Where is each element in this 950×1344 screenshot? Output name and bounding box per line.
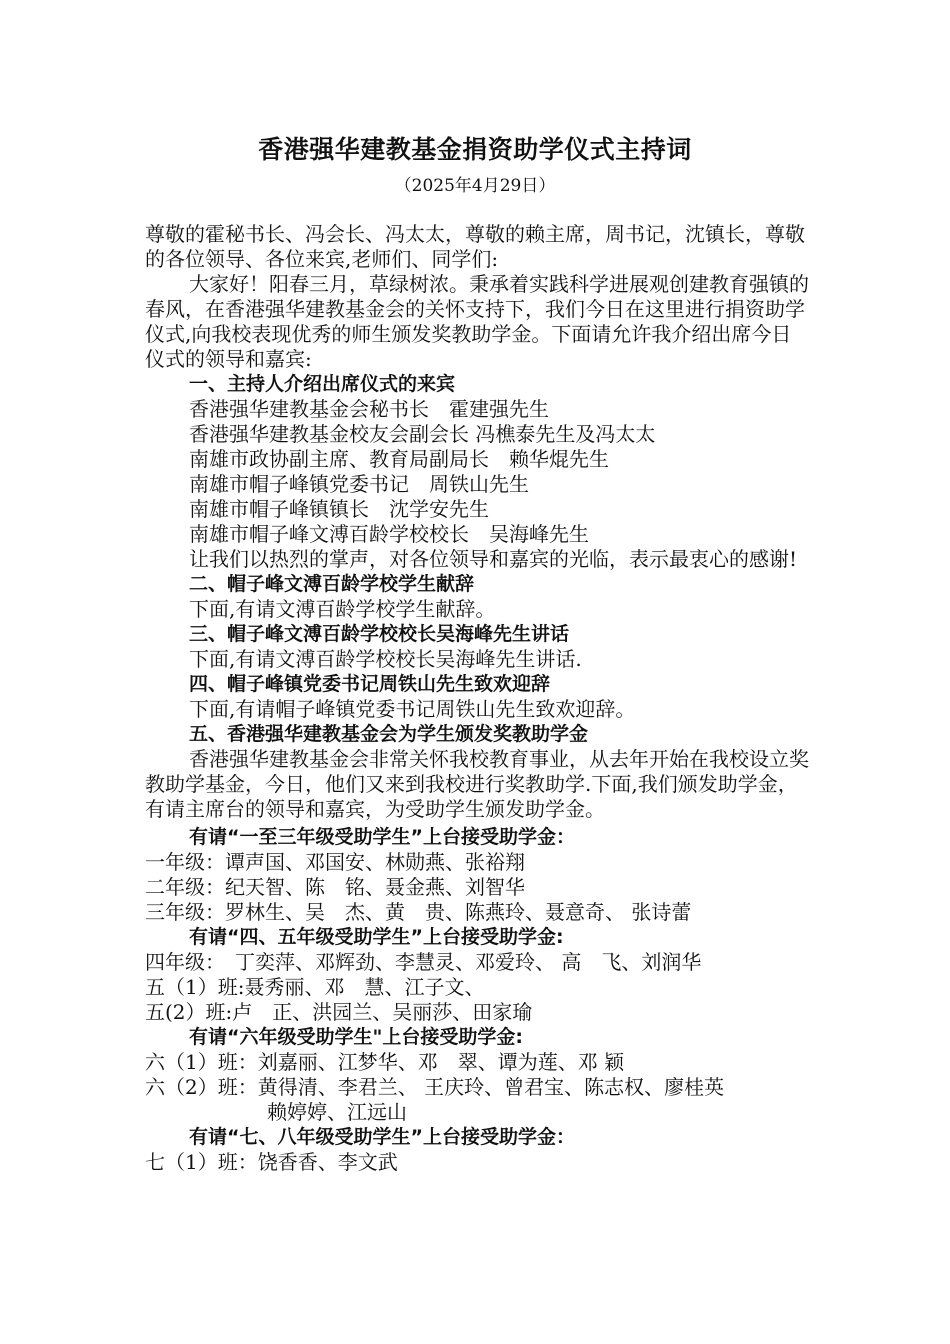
guest-item: 南雄市帽子峰文溥百龄学校校长 吴海峰先生 xyxy=(189,522,589,546)
grade-5-class-2-list: 五(2）班:卢 正、洪园兰、吴丽莎、田家瑜 xyxy=(145,1000,533,1024)
guest-item: 南雄市帽子峰镇镇长 沈学安先生 xyxy=(189,497,489,521)
applause-paragraph: 让我们以热烈的掌声，对各位领导和嘉宾的光临，表示最衷心的感谢! xyxy=(189,547,798,571)
section-4-text: 下面,有请帽子峰镇党委书记周铁山先生致欢迎辞。 xyxy=(189,697,636,721)
section-2-text: 下面,有请文溥百龄学校学生献辞。 xyxy=(189,597,496,621)
section-5-text: 香港强华建教基金会非常关怀我校教育事业，从去年开始在我校设立奖教助学基金，今日，他们又来到我校进行奖教助学.下面,我们颁发助学金，有请主席台的领导和嘉宾，为受助学生颁发助学金。 xyxy=(145,747,809,821)
class-label: 六（2）班： xyxy=(145,1075,258,1099)
call-grades-4-5: 有请“四、五年级受助学生”上台接受助学金: xyxy=(189,926,564,948)
grade-6-class-1-row xyxy=(145,1050,810,1075)
grade-1-list: 一年级：谭声国、邓国安、林勋燕、张裕翔 xyxy=(145,850,525,874)
grade-4-list: 四年级： 丁奕萍、邓辉劲、李慧灵、邓爱玲、 高 飞、刘润华 xyxy=(145,950,702,974)
call-grades-1-3: 有请“一至三年级受助学生”上台接受助学金： xyxy=(189,826,575,848)
section-3-heading: 三、帽子峰文溥百龄学校校长吴海峰先生讲话 xyxy=(189,623,570,645)
section-2-heading: 二、帽子峰文溥百龄学校学生献辞 xyxy=(189,573,475,595)
grade-5-class-1-list: 五（1）班:聂秀丽、邓 慧、江子文、 xyxy=(145,975,485,999)
grade-2-list: 二年级：纪天智、陈 铭、聂金燕、刘智华 xyxy=(145,875,525,899)
guest-item: 香港强华建教基金校友会副会长 冯樵泰先生及冯太太 xyxy=(189,422,656,446)
class-names: 黄得清、李君兰、 王庆玲、曾君宝、陈志权、廖桂英 xyxy=(257,1075,725,1099)
intro-paragraph: 大家好！阳春三月，草绿树浓。秉承着实践科学进展观创建教育强镇的春风，在香港强华建教基金会的关怀支持下，我们今日在这里进行捐资助学仪式,向我校表现优秀的师生颁发奖教助学金。下面请允许我介绍出席今日仪式的领导和嘉宾: xyxy=(145,272,809,371)
grade-6-class-2-continuation: 赖婷婷、江远山 xyxy=(267,1100,407,1124)
greeting: 尊敬的霍秘书长、冯会长、冯太太，尊敬的赖主席，周书记，沈镇长，尊敬的各位领导、各位来宾,老师们、同学们: xyxy=(145,222,805,271)
guest-list xyxy=(145,397,810,547)
call-grades-7-8: 有请“七、八年级受助学生”上台接受助学金： xyxy=(189,1126,575,1148)
document-date: （2025年4月29日） xyxy=(394,176,556,196)
guest-item: 南雄市帽子峰镇党委书记 周铁山先生 xyxy=(189,472,529,496)
grade-3-list: 三年级：罗林生、吴 杰、黄 贵、陈燕玲、聂意奇、 张诗蕾 xyxy=(145,900,692,924)
call-grade-6: 有请“六年级受助学生"上台接受助学金: xyxy=(189,1026,523,1048)
class-label: 六（1）班： xyxy=(145,1050,258,1074)
guest-item: 香港强华建教基金会秘书长 霍建强先生 xyxy=(189,397,549,421)
section-1-heading: 一、主持人介绍出席仪式的来宾 xyxy=(189,373,456,395)
section-4-heading: 四、帽子峰镇党委书记周铁山先生致欢迎辞 xyxy=(189,673,551,695)
guest-item: 南雄市政协副主席、教育局副局长 赖华焜先生 xyxy=(189,447,609,471)
document-title: 香港强华建教基金捐资助学仪式主持词 xyxy=(258,135,692,164)
grade-7-class-1-list: 七（1）班：饶香香、李文武 xyxy=(145,1150,398,1174)
section-5-heading: 五、香港强华建教基金会为学生颁发奖教助学金 xyxy=(189,723,589,745)
document-body xyxy=(145,222,810,1175)
section-3-text: 下面,有请文溥百龄学校校长吴海峰先生讲话. xyxy=(189,647,582,671)
grade-6-class-2-row xyxy=(145,1075,810,1100)
class-names: 刘嘉丽、江梦华、邓 翠、谭为莲、邓 颖 xyxy=(257,1050,625,1074)
